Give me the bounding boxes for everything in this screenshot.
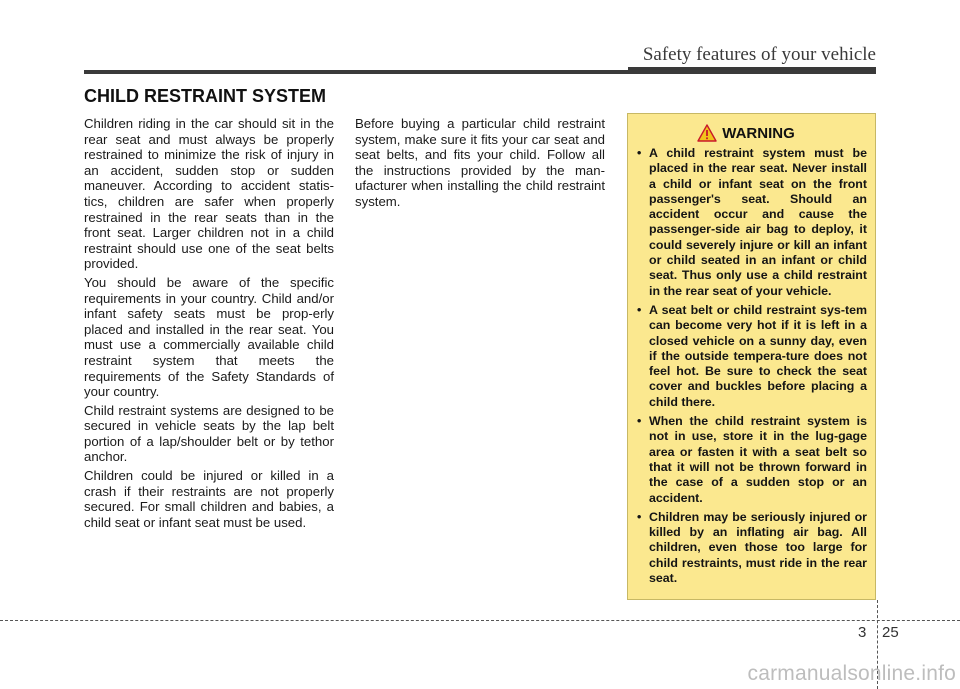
warning-triangle-icon — [697, 124, 717, 142]
page-number: 25 — [882, 624, 899, 641]
warning-item — [637, 510, 867, 586]
warning-item-text: A seat belt or child restraint sys-tem can become very hot if it is left in a closed vehicle on a sunny day, even if the outside tempera-ture does not feel hot. Be sure to check the seat cover and buckles before placing a child there. — [649, 302, 867, 409]
paragraph: Children riding in the car should sit in the rear seat and must always be properly restrained to minimize the risk of injury in an accident, sudden stop or sudden maneuver. According to accident statis-tics, children are safer when properly restrained in the rear seats than in the front seat. Larger children not in a child restraint should use one of the seat belts provided. — [84, 116, 334, 272]
warning-item — [637, 303, 867, 410]
section-title: CHILD RESTRAINT SYSTEM — [84, 86, 327, 106]
chapter-number: 3 — [858, 624, 867, 641]
paragraph: Child restraint systems are designed to be secured in vehicle seats by the lap belt portion of a lap/shoulder belt or by tethor anchor. — [84, 402, 334, 465]
header-title: Safety features of your vehicle — [642, 44, 876, 65]
paragraph: You should be aware of the specific requirements in your country. Child and/or infant safety seats must be prop-erly placed and installed in the rear seat. You must use a commercially available child restraint system that meets the requirements of the Safety Standards of your country. — [84, 274, 334, 400]
warning-item — [637, 414, 867, 506]
bullet: • — [637, 414, 642, 429]
body-column-middle — [355, 116, 605, 213]
warning-title: WARNING — [722, 124, 795, 142]
footer-divider — [0, 620, 960, 621]
warning-box — [627, 113, 876, 600]
paragraph: Children could be injured or killed in a crash if their restraints are not properly secured. For small children and babies, a child seat or infant seat must be used. — [84, 468, 334, 530]
warning-item-text: A child restraint system must be placed in the rear seat. Never install a child or infant seat on the front passenger's seat. Should an accident occur and cause the passenger-side air bag to deploy, it could severely injure or kill an infant or child seated in an infant or child seat. Thus only use a child restraint in the rear seat of your vehicle. — [649, 146, 867, 298]
warning-item-text: Children may be seriously injured or killed by an inflating air bag. All children, even those too large for child restraints, must ride in the rear seat. — [649, 509, 867, 586]
bullet: • — [637, 146, 642, 160]
paragraph: Before buying a particular child restraint system, make sure it fits your car seat and seat belts, and fits your child. Follow all the instructions provided by the man-ufacturer when installing the child restraint system. — [355, 116, 605, 209]
bullet: • — [637, 509, 642, 524]
body-column-left — [84, 116, 334, 533]
warning-list — [637, 146, 867, 586]
warning-item — [637, 146, 867, 299]
warning-header — [625, 124, 867, 142]
bullet: • — [637, 302, 642, 317]
watermark: carmanualsonline.info — [747, 662, 956, 685]
warning-item-text: When the child restraint system is not in use, store it in the lug-gage area or fasten it with a seat belt so that it will not be thrown forward in the case of a sudden stop or an accident. — [649, 414, 867, 505]
header-rule-accent — [628, 67, 876, 74]
